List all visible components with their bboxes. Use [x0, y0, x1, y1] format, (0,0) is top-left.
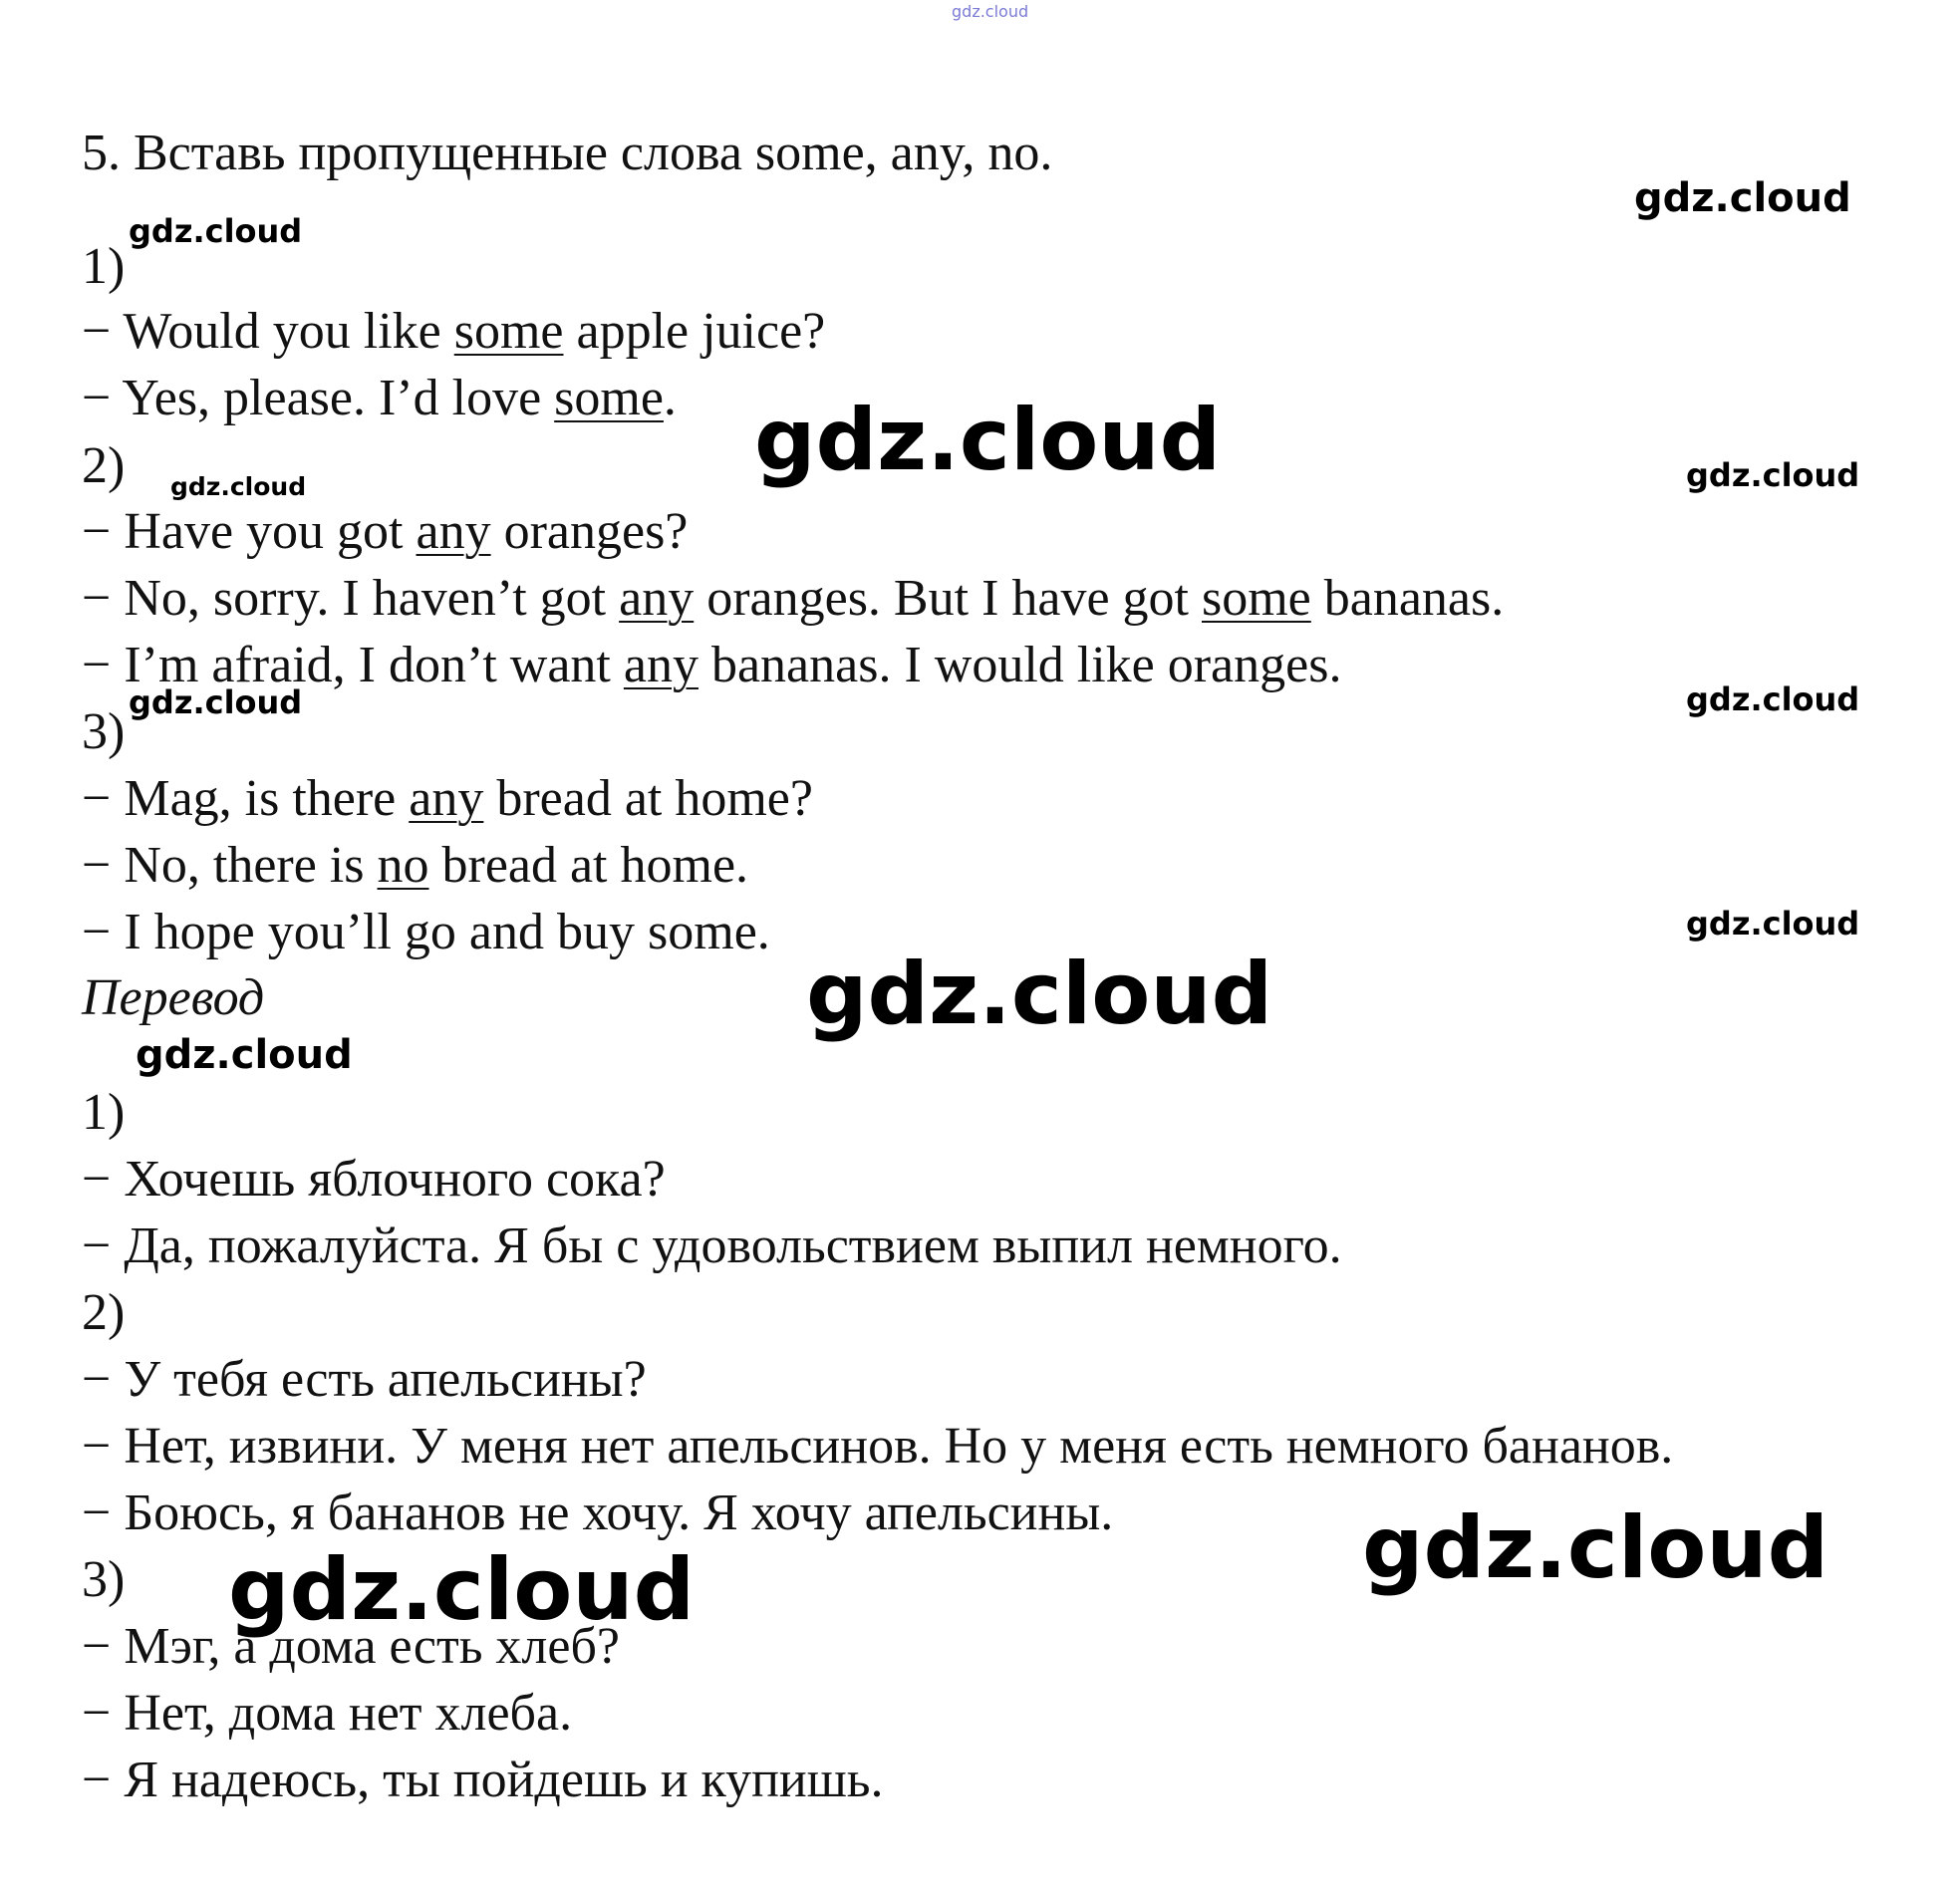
gap-answer: some — [554, 370, 664, 426]
translation-2-line-2: − Нет, извини. У меня нет апельсинов. Но у меня есть немного бананов. — [82, 1418, 1674, 1475]
dialog-2-number: 2) — [82, 437, 126, 494]
gap-answer: some — [1202, 570, 1311, 627]
header-watermark: gdz.cloud — [952, 2, 1029, 21]
watermark: gdz.cloud — [129, 212, 303, 250]
watermark: gdz.cloud — [170, 472, 307, 501]
translation-1-line-2: − Да, пожалуйста. Я бы с удовольствием выпил немного. — [82, 1217, 1342, 1274]
gap-answer: any — [409, 770, 484, 827]
translation-3-line-2: − Нет, дома нет хлеба. — [82, 1685, 573, 1742]
gap-answer: some — [453, 303, 564, 360]
dialog-1-number: 1) — [82, 238, 126, 295]
watermark: gdz.cloud — [1686, 680, 1860, 718]
watermark: gdz.cloud — [1686, 456, 1860, 494]
dialog-3-line-2: − No, there is no bread at home. — [82, 837, 749, 894]
page-title: 5. Вставь пропущенные слова some, any, no. — [82, 125, 1053, 181]
dialog-1-line-2: − Yes, please. I’d love some. — [82, 370, 677, 426]
translation-1-line-1: − Хочешь яблочного сока? — [82, 1151, 666, 1208]
dialog-1-line-1: − Would you like some apple juice? — [82, 303, 826, 360]
watermark: gdz.cloud — [754, 391, 1222, 490]
gap-answer: any — [416, 503, 491, 560]
watermark: gdz.cloud — [806, 945, 1273, 1044]
watermark: gdz.cloud — [136, 1032, 353, 1078]
translation-1-number: 1) — [82, 1084, 126, 1141]
dialog-2-line-2: − No, sorry. I haven’t got any oranges. But I have got some bananas. — [82, 570, 1505, 627]
gap-answer: any — [623, 637, 699, 693]
watermark: gdz.cloud — [1686, 905, 1860, 943]
watermark: gdz.cloud — [129, 683, 303, 721]
translation-3-number: 3) — [82, 1551, 126, 1608]
dialog-2-line-1: − Have you got any oranges? — [82, 503, 689, 560]
translation-heading: Перевод — [82, 969, 265, 1026]
gap-answer: no — [377, 837, 429, 894]
translation-2-line-1: − У тебя есть апельсины? — [82, 1351, 647, 1408]
dialog-2-line-3: − I’m afraid, I don’t want any bananas. I would like oranges. — [82, 637, 1342, 693]
watermark: gdz.cloud — [1634, 175, 1851, 221]
translation-2-line-3: − Боюсь, я бананов не хочу. Я хочу апельсины. — [82, 1485, 1114, 1541]
translation-3-line-1: − Мэг, а дома есть хлеб? — [82, 1618, 620, 1675]
translation-3-line-3: − Я надеюсь, ты пойдешь и купишь. — [82, 1752, 884, 1808]
dialog-3-line-1: − Mag, is there any bread at home? — [82, 770, 813, 827]
gap-answer: any — [619, 570, 695, 627]
dialog-3-line-3: − I hope you’ll go and buy some. — [82, 904, 770, 960]
watermark: gdz.cloud — [1362, 1498, 1829, 1598]
dialog-3-number: 3) — [82, 703, 126, 760]
translation-2-number: 2) — [82, 1284, 126, 1341]
watermark: gdz.cloud — [228, 1540, 696, 1640]
